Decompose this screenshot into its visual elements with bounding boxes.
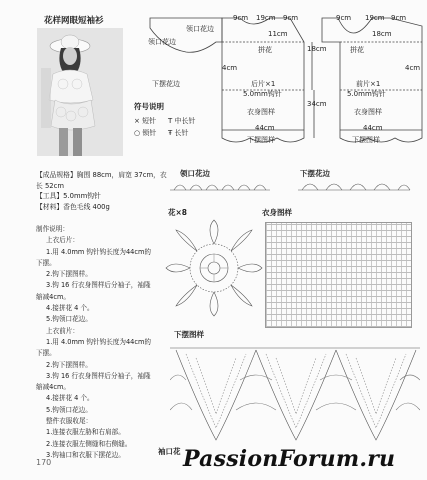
hem-chart-title: 下摆图样 [174,330,204,339]
dc-symbol-icon: Ŧ [168,129,173,137]
back-piece-label: 后片×1 [251,80,276,88]
watermark-text: PassionForum.ru [183,446,396,472]
front-motif-label: 拼花 [350,46,364,54]
front-top-dim-1: 9cm [336,14,352,22]
spec-material: 【材料】香色毛线 400g [36,202,110,211]
legend-item-ch: ○ 锁针 [134,129,157,137]
front-top-dim-3: 9cm [391,14,407,22]
spec-tool: 【工具】5.0mm钩针 [36,192,101,200]
motif-chart-title: 花×8 [168,208,188,217]
body-pattern-chart [265,222,412,328]
instr-line: 5.钩领口花边。 [46,315,92,324]
spec-size: 【成品规格】胸围 88cm，肩宽 37cm，衣 [36,171,167,179]
instr-line: 下摆。 [36,258,56,267]
symbol-legend [134,110,200,142]
back-needle: 5.0mm钩针 [243,90,282,98]
legend-item-dc: Ŧ 长针 [168,129,189,137]
neck-edge-chart-title: 领口花边 [180,169,210,178]
front-pattern-label: 衣身图样 [354,108,382,116]
back-top-dim-3: 9cm [283,14,299,22]
neck-edge-label: 领口花边 [186,25,214,33]
legend-title: 符号说明 [134,102,164,111]
instr-line: 4.接拼花 4 个。 [46,304,94,313]
instructions [36,224,166,461]
instr-line: 3.钩 16 行衣身图样后分袖子，袖隆 [46,281,151,290]
edge-charts [170,178,420,196]
front-piece-label: 前片×1 [356,80,381,88]
back-pattern-label: 衣身图样 [247,108,275,116]
front-bottom-right-dim: 4cm [405,64,421,72]
instr-line: 缩减4cm。 [36,292,71,301]
instr-line: 整件衣服收尾： [46,417,93,426]
back-side-dim: 18cm [307,45,327,53]
instr-line: 5.钩领口花边。 [46,405,92,414]
instr-line: 3.钩袖口和衣服下摆花边。 [46,450,125,459]
instr-line: 4.接拼花 4 个。 [46,394,94,403]
hem-edge-label: 下摆花边 [152,80,180,88]
legend-item-sc: × 短针 [134,117,157,125]
model-photo [37,28,123,156]
sc-symbol-icon: × [134,117,140,125]
instr-line: 1.用 4.0mm 钩针钩长度为44cm的 [46,337,152,346]
back-height-dim: 34cm [307,100,327,108]
hdc-symbol-icon: T [168,117,173,125]
back-motif-label: 拼花 [258,46,272,54]
back-neck-drop: 11cm [268,30,288,38]
instr-line: 3.钩 16 行衣身图样后分袖子，袖隆 [46,371,151,380]
specs-block [36,170,167,212]
flower-motif-chart [164,218,264,318]
back-bottom-left-dim: 4cm [222,64,238,72]
back-top-dim-2: 19cm [256,14,276,22]
front-top-dim-2: 19cm [365,14,385,22]
front-needle: 5.0mm钩针 [347,90,386,98]
instr-line: 2.钩下摆图样。 [46,270,92,279]
instr-line: 下摆。 [36,349,56,358]
instr-line: 上衣后片： [46,236,79,245]
instr-line: 制作说明： [36,225,69,233]
instr-line: 2.钩下摆图样。 [46,360,92,369]
ch-symbol-icon: ○ [134,129,141,137]
instr-line: 缩减4cm。 [36,383,71,392]
instr-line: 上衣前片： [46,326,79,335]
hem-edge-chart-title: 下摆花边 [300,169,330,178]
instr-line: 1.用 4.0mm 钩针钩长度为44cm的 [46,247,152,256]
back-width-dim: 44cm [255,124,275,132]
hem-pattern-chart [170,340,420,444]
front-neck-drop: 18cm [372,30,392,38]
front-width-dim: 44cm [363,124,383,132]
legend-item-hdc: T 中长针 [168,117,196,125]
body-chart-title: 衣身图样 [262,208,292,217]
spec-length: 长 52cm [36,181,64,190]
front-hem-label: 下摆图样 [352,136,380,144]
neck-edge-label-2: 领口花边 [148,38,176,46]
instr-line: 1.连接衣服左胁和右肩部。 [46,428,125,437]
cuff-chart-title: 袖口花 [158,447,181,456]
instr-line: 2.连接衣服左侧缝和右侧缝。 [46,439,132,448]
page-number: 170 [36,458,52,467]
back-top-dim-1: 9cm [233,14,249,22]
page-title: 花样网眼短袖衫 [44,16,104,26]
back-hem-label: 下摆图样 [247,136,275,144]
